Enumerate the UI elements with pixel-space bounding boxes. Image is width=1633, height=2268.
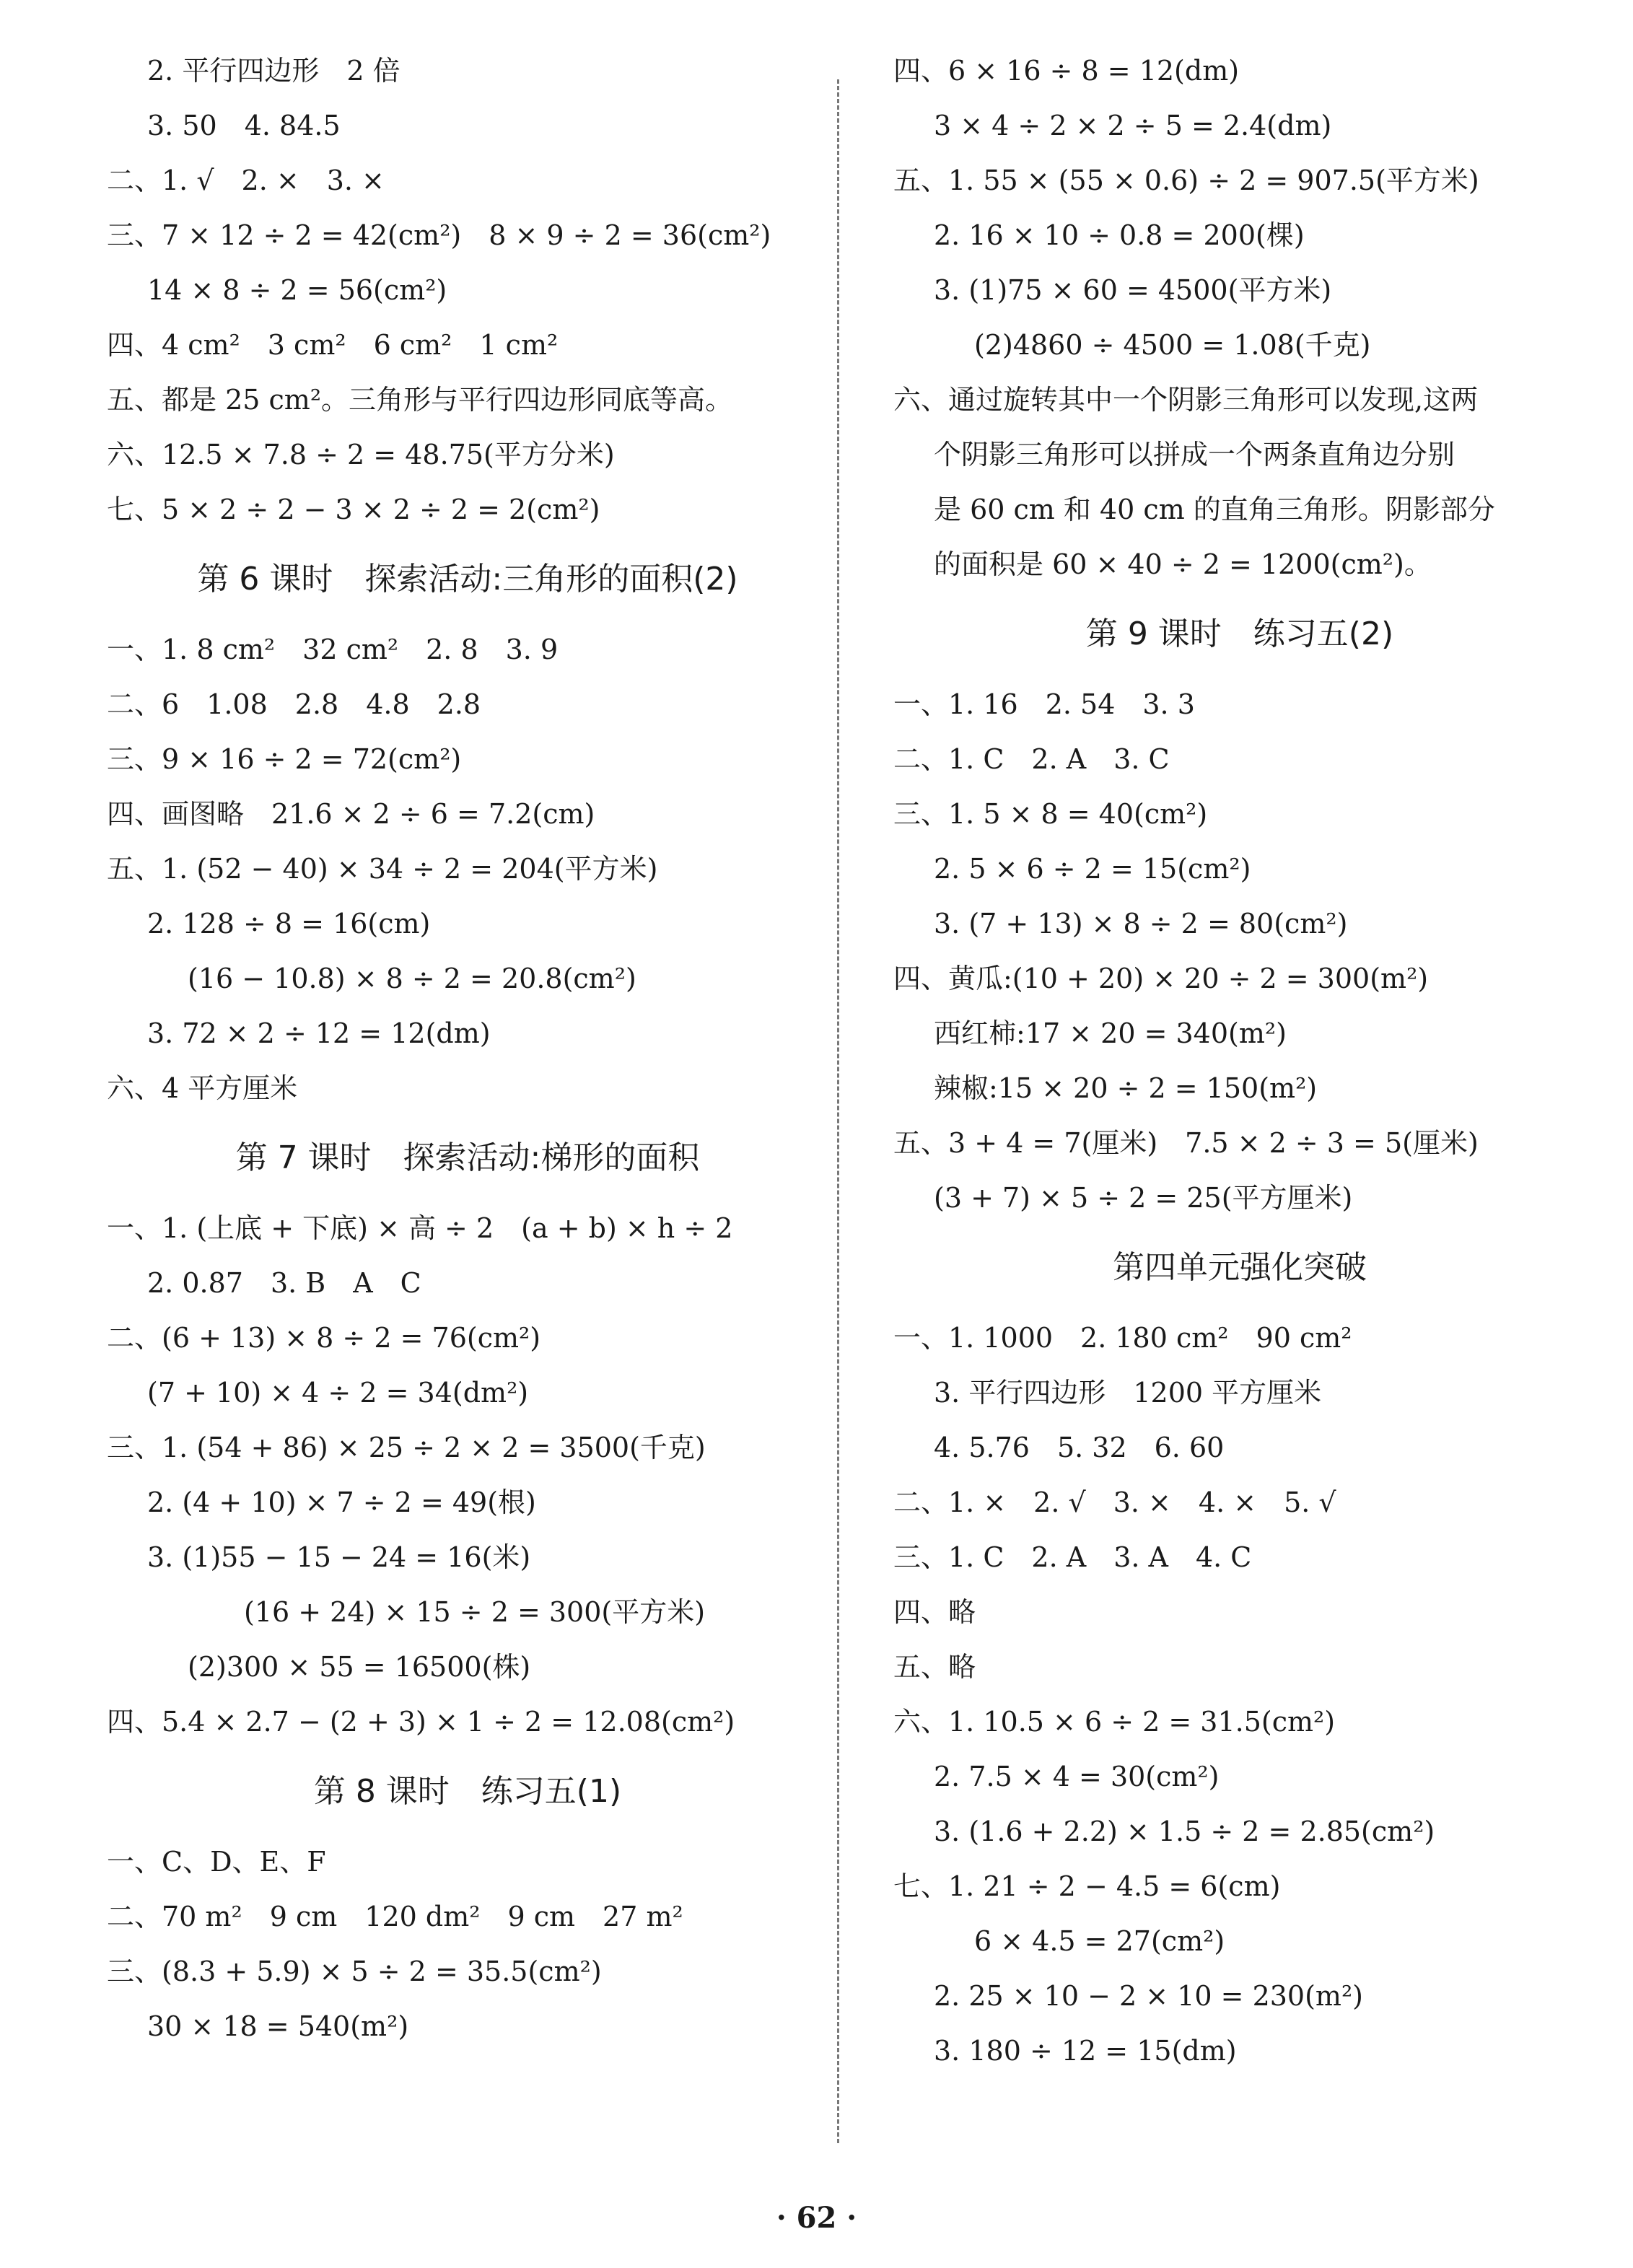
answer-line: 个阴影三角形可以拼成一个两条直角边分别 xyxy=(934,439,1455,470)
answer-line: 30 × 18 = 540(m²) xyxy=(147,2010,409,2042)
answer-line: 六、通过旋转其中一个阴影三角形可以发现,这两 xyxy=(893,384,1479,416)
answer-line: 6 × 4.5 = 27(cm²) xyxy=(974,1925,1225,1957)
answer-line: (3 + 7) × 5 ÷ 2 = 25(平方厘米) xyxy=(934,1182,1353,1214)
answer-line: 三、(8.3 + 5.9) × 5 ÷ 2 = 35.5(cm²) xyxy=(107,1956,602,1987)
answer-line: 一、1. (上底 + 下底) × 高 ÷ 2 (a + b) × h ÷ 2 xyxy=(107,1212,733,1244)
answer-line: (2)300 × 55 = 16500(株) xyxy=(188,1651,531,1683)
answer-line: 一、C、D、E、F xyxy=(107,1846,326,1878)
answer-line: 2. 16 × 10 ÷ 0.8 = 200(棵) xyxy=(934,219,1305,251)
answer-line: 七、5 × 2 ÷ 2 − 3 × 2 ÷ 2 = 2(cm²) xyxy=(107,494,600,525)
answer-line: 一、1. 16 2. 54 3. 3 xyxy=(893,688,1195,720)
answer-line: 14 × 8 ÷ 2 = 56(cm²) xyxy=(147,274,447,306)
answer-line: 五、1. 55 × (55 × 0.6) ÷ 2 = 907.5(平方米) xyxy=(893,165,1479,196)
answer-line: 3. (1.6 + 2.2) × 1.5 ÷ 2 = 2.85(cm²) xyxy=(934,1816,1435,1847)
answer-line: 四、黄瓜:(10 + 20) × 20 ÷ 2 = 300(m²) xyxy=(893,963,1429,994)
left-answer-column xyxy=(107,43,828,2054)
section-heading: 第 9 课时 练习五(2) xyxy=(1085,616,1394,652)
answer-line: 五、3 + 4 = 7(厘米) 7.5 × 2 ÷ 3 = 5(厘米) xyxy=(893,1127,1479,1159)
answer-line: 二、6 1.08 2.8 4.8 2.8 xyxy=(107,688,481,720)
answer-line: 一、1. 8 cm² 32 cm² 2. 8 3. 9 xyxy=(107,634,559,665)
answer-line: 六、12.5 × 7.8 ÷ 2 = 48.75(平方分米) xyxy=(107,439,615,470)
answer-line: 六、4 平方厘米 xyxy=(107,1072,298,1104)
answer-line: 四、略 xyxy=(893,1596,976,1628)
answer-line: 3 × 4 ÷ 2 × 2 ÷ 5 = 2.4(dm) xyxy=(934,110,1332,141)
answer-line: (2)4860 ÷ 4500 = 1.08(千克) xyxy=(974,329,1371,361)
section-heading: 第 6 课时 探索活动:三角形的面积(2) xyxy=(197,561,738,597)
answer-line: 二、70 m² 9 cm 120 dm² 9 cm 27 m² xyxy=(107,1901,683,1932)
answer-line: 三、1. C 2. A 3. A 4. C xyxy=(893,1541,1252,1573)
answer-line: 三、7 × 12 ÷ 2 = 42(cm²) 8 × 9 ÷ 2 = 36(cm²) xyxy=(107,219,771,251)
answer-line: 2. 0.87 3. B A C xyxy=(147,1267,421,1299)
answer-line: 2. 7.5 × 4 = 30(cm²) xyxy=(934,1761,1220,1792)
answer-line: 二、1. C 2. A 3. C xyxy=(893,743,1170,775)
answer-line: 的面积是 60 × 40 ÷ 2 = 1200(cm²)。 xyxy=(934,548,1432,580)
answer-line: 3. 平行四边形 1200 平方厘米 xyxy=(934,1377,1322,1409)
answer-line: 六、1. 10.5 × 6 ÷ 2 = 31.5(cm²) xyxy=(893,1706,1336,1738)
answer-line: 西红柿:17 × 20 = 340(m²) xyxy=(934,1017,1287,1049)
answer-line: 3. (1)75 × 60 = 4500(平方米) xyxy=(934,274,1332,306)
answer-line: 3. (7 + 13) × 8 ÷ 2 = 80(cm²) xyxy=(934,908,1348,940)
answer-line: 七、1. 21 ÷ 2 − 4.5 = 6(cm) xyxy=(893,1870,1281,1902)
answer-line: 2. (4 + 10) × 7 ÷ 2 = 49(根) xyxy=(147,1487,536,1518)
answer-line: 3. (1)55 − 15 − 24 = 16(米) xyxy=(147,1541,531,1573)
answer-line: 2. 平行四边形 2 倍 xyxy=(147,55,400,87)
section-heading: 第 7 课时 探索活动:梯形的面积 xyxy=(235,1139,700,1176)
section-heading: 第 8 课时 练习五(1) xyxy=(313,1773,622,1810)
answer-line: 五、都是 25 cm²。三角形与平行四边形同底等高。 xyxy=(107,384,733,416)
answer-line: 四、6 × 16 ÷ 8 = 12(dm) xyxy=(893,55,1240,87)
answer-line: 三、9 × 16 ÷ 2 = 72(cm²) xyxy=(107,743,462,775)
section-heading: 第四单元强化突破 xyxy=(1113,1249,1367,1286)
column-divider xyxy=(837,79,839,2143)
answer-line: 2. 5 × 6 ÷ 2 = 15(cm²) xyxy=(934,853,1251,885)
answer-line: 二、1. √ 2. × 3. × xyxy=(107,165,385,196)
answer-line: 三、1. (54 + 86) × 25 ÷ 2 × 2 = 3500(千克) xyxy=(107,1432,706,1463)
answer-line: 四、画图略 21.6 × 2 ÷ 6 = 7.2(cm) xyxy=(107,798,595,830)
answer-line: 2. 128 ÷ 8 = 16(cm) xyxy=(147,908,431,940)
answer-line: 2. 25 × 10 − 2 × 10 = 230(m²) xyxy=(934,1980,1364,2012)
answer-line: 二、1. × 2. √ 3. × 4. × 5. √ xyxy=(893,1487,1336,1518)
page-number: · 62 · xyxy=(776,2201,857,2235)
answer-line: 三、1. 5 × 8 = 40(cm²) xyxy=(893,798,1208,830)
answer-line: 四、5.4 × 2.7 − (2 + 3) × 1 ÷ 2 = 12.08(cm²) xyxy=(107,1706,735,1738)
answer-line: (16 − 10.8) × 8 ÷ 2 = 20.8(cm²) xyxy=(188,963,636,994)
answer-line: 五、1. (52 − 40) × 34 ÷ 2 = 204(平方米) xyxy=(107,853,658,885)
answer-line: 二、(6 + 13) × 8 ÷ 2 = 76(cm²) xyxy=(107,1322,541,1354)
answer-line: 辣椒:15 × 20 ÷ 2 = 150(m²) xyxy=(934,1072,1318,1104)
answer-line: 四、4 cm² 3 cm² 6 cm² 1 cm² xyxy=(107,329,559,361)
answer-line: 3. 180 ÷ 12 = 15(dm) xyxy=(934,2035,1237,2067)
answer-line: (7 + 10) × 4 ÷ 2 = 34(dm²) xyxy=(147,1377,529,1409)
answer-line: 4. 5.76 5. 32 6. 60 xyxy=(934,1432,1225,1463)
answer-line: (16 + 24) × 15 ÷ 2 = 300(平方米) xyxy=(244,1596,706,1628)
answer-line: 五、略 xyxy=(893,1651,976,1683)
answer-line: 3. 72 × 2 ÷ 12 = 12(dm) xyxy=(147,1017,491,1049)
answer-line: 是 60 cm 和 40 cm 的直角三角形。阴影部分 xyxy=(934,494,1495,525)
right-answer-column xyxy=(893,43,1586,2078)
answer-line: 3. 50 4. 84.5 xyxy=(147,110,341,141)
answer-line: 一、1. 1000 2. 180 cm² 90 cm² xyxy=(893,1322,1352,1354)
